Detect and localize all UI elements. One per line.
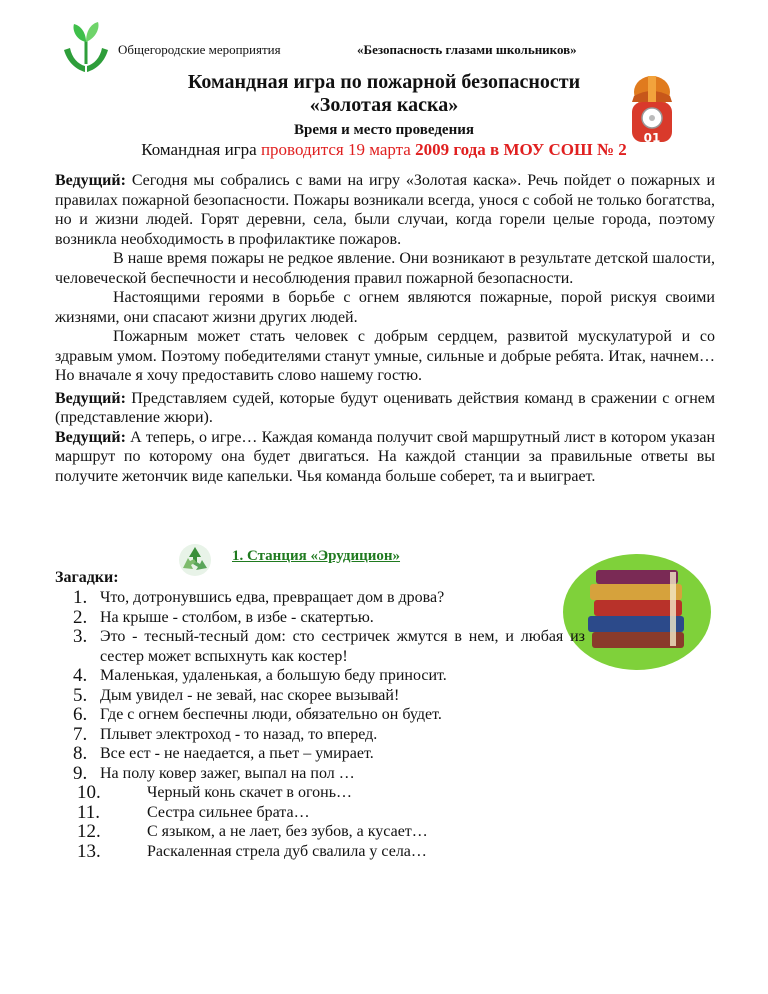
intro-paragraph bbox=[55, 249, 715, 288]
list-item-number: 12. bbox=[77, 821, 101, 842]
intro-paragraph bbox=[55, 389, 715, 428]
list-item-number: 5. bbox=[73, 684, 88, 706]
schedule-heading: Время и место проведения bbox=[294, 122, 474, 138]
list-item bbox=[55, 822, 585, 842]
intro-paragraph bbox=[55, 288, 715, 327]
intro-paragraph bbox=[55, 171, 715, 249]
list-item-text: Маленькая, удаленькая, а большую беду приносит. bbox=[100, 667, 447, 684]
schedule-part2: проводится 19 марта bbox=[260, 140, 416, 159]
list-item bbox=[55, 705, 585, 725]
list-item-number: 11. bbox=[77, 801, 101, 823]
svg-text:01: 01 bbox=[643, 131, 661, 145]
list-item-text: Дым увидел - не зевай, нас скорее вызывай! bbox=[100, 686, 400, 704]
list-item-text: Сестра сильнее брата… bbox=[147, 803, 310, 821]
page-subtitle: «Золотая каска» bbox=[309, 94, 459, 116]
hands-sprout-logo-icon bbox=[58, 20, 114, 74]
paragraph-text: Настоящими героями в борьбе с огнем являются пожарные, порой рискуя своими жизнями, они спасают жизни других людей. bbox=[55, 289, 715, 326]
list-item-number: 13. bbox=[77, 840, 101, 862]
list-item-number: 9. bbox=[73, 762, 88, 784]
station-title: 1. Станция «Эрудицион» bbox=[232, 548, 401, 564]
list-item-text: На крыше - столбом, в избе - скатертью. bbox=[100, 608, 374, 626]
list-item-number: 3. bbox=[73, 626, 88, 647]
speaker-label: Ведущий: bbox=[55, 172, 126, 189]
list-item-number: 4. bbox=[73, 665, 88, 686]
list-item-number: 10. bbox=[77, 782, 101, 803]
paragraph-text: В наше время пожары не редкое явление. Они возникают в результате детской шалости, человеческой беспечности и несоблюдения правил пожарной безопасности. bbox=[55, 250, 715, 287]
riddles-list bbox=[55, 588, 585, 861]
list-item-number: 8. bbox=[73, 743, 88, 764]
schedule-part3: 2009 года в МОУ СОШ № 2 bbox=[415, 140, 627, 159]
header-campaign: «Безопасность глазами школьников» bbox=[357, 42, 577, 57]
list-item bbox=[55, 666, 585, 686]
list-item bbox=[55, 842, 585, 862]
title-main-bold: Командная игра bbox=[187, 71, 336, 93]
header-organizer: Общегородские мероприятия bbox=[118, 42, 281, 57]
list-item-number: 7. bbox=[73, 723, 88, 745]
list-item-number: 6. bbox=[73, 704, 88, 725]
list-item-text: Плывет электроход - то назад, то вперед. bbox=[100, 725, 378, 743]
list-item-text: Что, дотронувшись едва, превращает дом в дрова? bbox=[100, 589, 445, 606]
paragraph-text: Пожарным может стать человек с добрым сердцем, развитой мускулатурой и со здравым умом. Поэтому победителями станут умные, сильные и добрые ребята. Итак, начнем…Но вначале я хочу предоставить слово нашему гостю. bbox=[55, 328, 715, 384]
list-item bbox=[55, 783, 585, 803]
list-item-text: Черный конь скачет в огонь… bbox=[147, 784, 353, 801]
list-item-text: Это - тесный-тесный дом: сто сестричек жмутся в нем, и любая из сестер может вспыхнуть как костер! bbox=[100, 628, 585, 665]
list-item-number: 1. bbox=[73, 587, 88, 608]
intro-text bbox=[55, 171, 715, 486]
list-item-text: Все ест - не наедается, а пьет – умирает. bbox=[100, 745, 374, 762]
list-item-text: С языком, а не лает, без зубов, а кусает… bbox=[147, 823, 428, 840]
list-item-number: 2. bbox=[73, 606, 88, 628]
speaker-label: Ведущий: bbox=[55, 428, 126, 446]
intro-paragraph bbox=[55, 428, 715, 487]
list-item bbox=[55, 588, 585, 608]
intro-paragraph bbox=[55, 327, 715, 386]
list-item bbox=[55, 725, 585, 745]
list-item bbox=[55, 803, 585, 823]
paragraph-text: Сегодня мы собрались с вами на игру «Золотая каска». Речь пойдет о пожарных и правилах пожарной безопасности. Пожары возникали всегда, унося с собой не только богатства, но и жизни людей. Горят деревни, села, были случаи, когда горели целые города, поэтому возникла необходимость в профилактике пожаров. bbox=[55, 172, 715, 248]
speaker-label: Ведущий: bbox=[55, 389, 126, 407]
list-item bbox=[55, 608, 585, 628]
riddles-label: Загадки: bbox=[55, 569, 119, 586]
list-item bbox=[55, 627, 585, 666]
paragraph-text: А теперь, о игре… Каждая команда получит свой маршрутный лист в котором указан маршрут по которому она будет двигаться. На каждой станции за правильные ответы вы получите жетончик виде капельки. Чья команда больше соберет, та и выиграет. bbox=[55, 428, 715, 485]
firefighter-helmet-phone-icon bbox=[622, 70, 680, 148]
schedule-part1: Командная игра bbox=[141, 140, 261, 159]
list-item bbox=[55, 764, 585, 784]
list-item-text: Раскаленная стрела дуб свалила у села… bbox=[147, 842, 427, 860]
list-item bbox=[55, 686, 585, 706]
title-main-rest: по пожарной безопасности bbox=[335, 71, 581, 93]
list-item-text: Где с огнем беспечны люди, обязательно он будет. bbox=[100, 706, 442, 723]
list-item-text: На полу ковер зажег, выпал на пол … bbox=[100, 764, 355, 782]
paragraph-text: Представляем судей, которые будут оценивать действия команд в сражении с огнем (представление жюри). bbox=[55, 389, 715, 426]
list-item bbox=[55, 744, 585, 764]
recycle-icon bbox=[177, 542, 213, 578]
